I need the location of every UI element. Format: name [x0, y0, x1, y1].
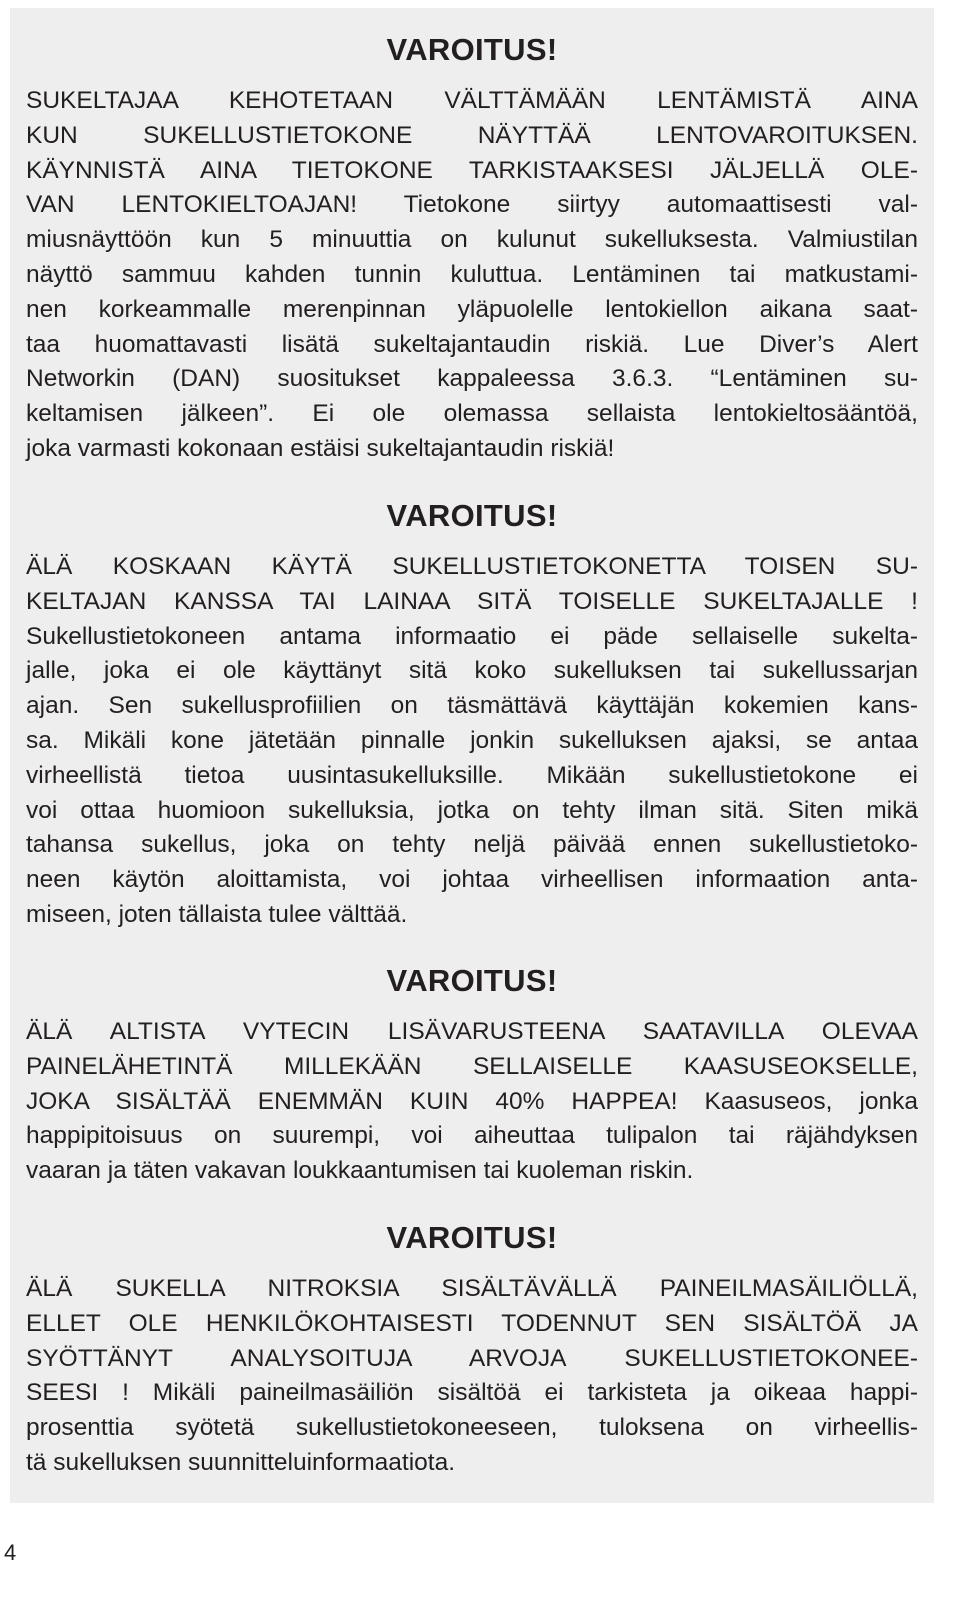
text-line: nen korkeammalle merenpinnan yläpuolelle lentokiellon aikana saat-	[26, 295, 918, 323]
text-line: ÄLÄ SUKELLA NITROKSIA SISÄLTÄVÄLLÄ PAINEILMASÄILIÖLLÄ,	[26, 1275, 918, 1302]
text-line: ÄLÄ ALTISTA VYTECIN LISÄVARUSTEENA SAATAVILLA OLEVAA	[26, 1018, 918, 1045]
text-line: virheellistä tietoa uusintasukelluksille. Mikään sukellustietokone ei	[26, 761, 918, 789]
warning-heading: VAROITUS!	[386, 1220, 558, 1255]
text-line: ÄLÄ KOSKAAN KÄYTÄ SUKELLUSTIETOKONETTA TOISEN SU-	[26, 553, 918, 580]
warning-text	[26, 84, 918, 467]
warning-text	[26, 1015, 918, 1189]
text-line: PAINELÄHETINTÄ MILLEKÄÄN SELLAISELLE KAASUSEOKSELLE,	[26, 1052, 918, 1080]
page-number: 4	[4, 1540, 17, 1565]
text-line: vaaran ja täten vakavan loukkaantumisen tai kuoleman riskin.	[26, 1157, 694, 1185]
text-line: näyttö sammuu kahden tunnin kuluttua. Lentäminen tai matkustami-	[26, 260, 918, 288]
text-line: miseen, joten tällaista tulee välttää.	[26, 900, 408, 928]
warning-heading: VAROITUS!	[386, 32, 558, 67]
text-line: Sukellustietokoneen antama informaatio ei päde sellaiselle sukelta-	[26, 622, 918, 650]
text-line: SYÖTTÄNYT ANALYSOITUJA ARVOJA SUKELLUSTIETOKONEE-	[26, 1344, 918, 1372]
text-line: SUKELTAJAA KEHOTETAAN VÄLTTÄMÄÄN LENTÄMISTÄ AINA	[26, 87, 918, 114]
text-line: jalle, joka ei ole käyttänyt sitä koko sukelluksen tai sukellussarjan	[26, 657, 918, 685]
warning-section	[26, 1220, 918, 1481]
text-line: joka varmasti kokonaan estäisi sukeltajantaudin riskiä!	[26, 434, 615, 462]
text-line: sa. Mikäli kone jätetään pinnalle jonkin sukelluksen ajaksi, se antaa	[26, 726, 918, 754]
warning-text	[26, 1272, 918, 1481]
text-line: taa huomattavasti lisätä sukeltajantaudin riskiä. Lue Diver’s Alert	[26, 330, 918, 358]
warning-section	[26, 498, 918, 933]
text-line: keltamisen jälkeen”. Ei ole olemassa sellaista lentokieltosääntöä,	[26, 400, 918, 428]
text-line: neen käytön aloittamista, voi johtaa virheellisen informaation anta-	[26, 866, 918, 894]
text-line: KELTAJAN KANSSA TAI LAINAA SITÄ TOISELLE SUKELTAJALLE !	[26, 587, 918, 615]
text-line: tä sukelluksen suunnitteluinformaatiota.	[26, 1448, 456, 1476]
warning-panel	[10, 8, 934, 1503]
text-line: ELLET OLE HENKILÖKOHTAISESTI TODENNUT SEN SISÄLTÖÄ JA	[26, 1309, 918, 1337]
text-line: prosenttia syötetä sukellustietokoneeseen, tuloksena on virheellis-	[26, 1414, 918, 1442]
warning-section	[26, 963, 918, 1189]
warning-heading: VAROITUS!	[386, 498, 558, 533]
warning-section	[26, 32, 918, 467]
text-line: happipitoisuus on suurempi, voi aiheuttaa tulipalon tai räjähdyksen	[26, 1122, 918, 1150]
text-line: ajan. Sen sukellusprofiilien on täsmättävä käyttäjän kokemien kans-	[26, 692, 918, 720]
warning-text	[26, 550, 918, 933]
text-line: KÄYNNISTÄ AINA TIETOKONE TARKISTAAKSESI JÄLJELLÄ OLE-	[26, 156, 918, 184]
text-line: Networkin (DAN) suositukset kappaleessa 3.6.3. “Lentäminen su-	[26, 365, 918, 393]
text-line: VAN LENTOKIELTOAJAN! Tietokone siirtyy automaattisesti val-	[26, 191, 918, 219]
warning-heading: VAROITUS!	[386, 963, 558, 998]
text-line: SEESI ! Mikäli paineilmasäiliön sisältöä ei tarkisteta ja oikeaa happi-	[26, 1379, 918, 1407]
text-line: KUN SUKELLUSTIETOKONE NÄYTTÄÄ LENTOVAROITUKSEN.	[26, 121, 918, 149]
text-line: voi ottaa huomioon sukelluksia, jotka on tehty ilman sitä. Siten mikä	[26, 796, 918, 824]
text-line: JOKA SISÄLTÄÄ ENEMMÄN KUIN 40% HAPPEA! Kaasuseos, jonka	[26, 1087, 918, 1115]
text-line: tahansa sukellus, joka on tehty neljä päivää ennen sukellustietoko-	[26, 831, 918, 859]
text-line: miusnäyttöön kun 5 minuuttia on kulunut sukelluksesta. Valmiustilan	[26, 226, 918, 254]
